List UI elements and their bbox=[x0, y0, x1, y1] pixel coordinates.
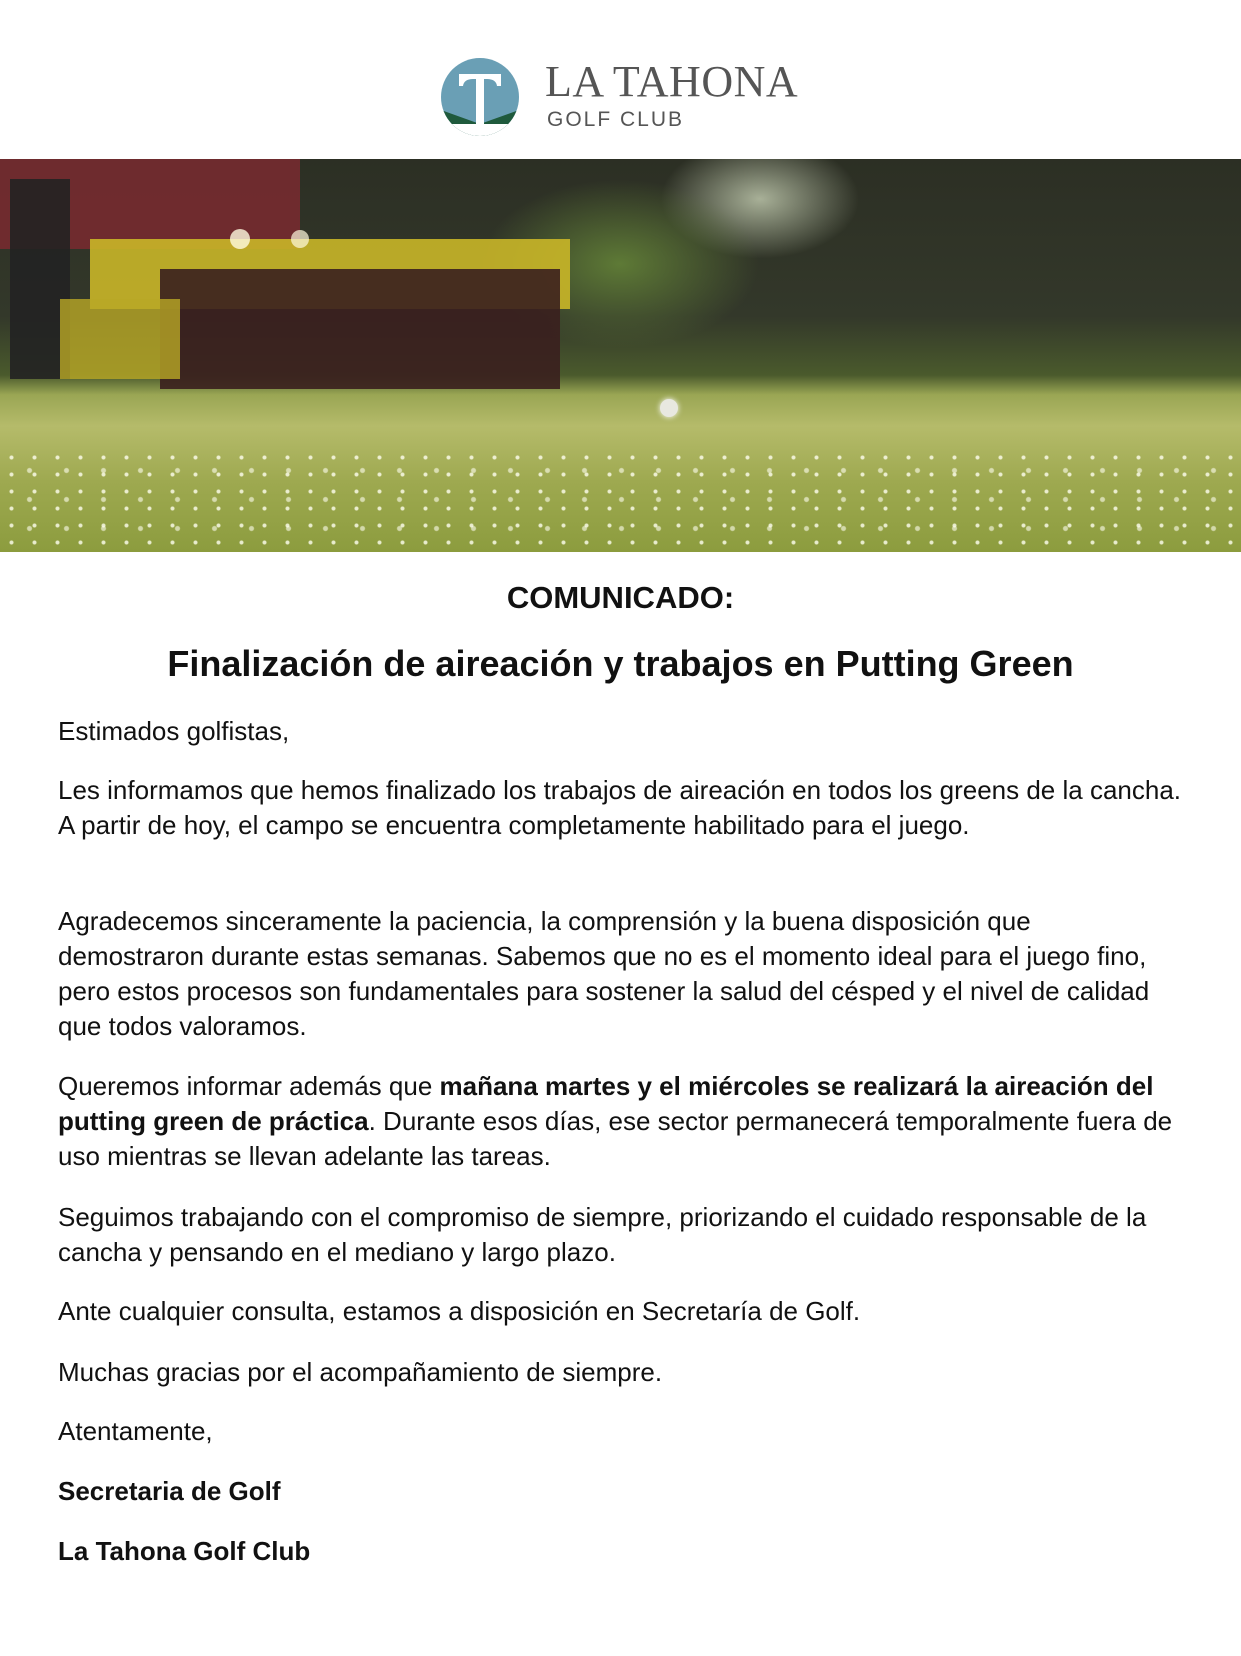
paragraph-6: Muchas gracias por el acompañamiento de siempre. bbox=[58, 1357, 663, 1387]
paragraph-1: Les informamos que hemos finalizado los trabajos de aireación en todos los greens de la cancha. A partir de hoy, el campo se encuentra completamente habilitado para el juego. bbox=[58, 775, 1182, 840]
paragraph-4: Seguimos trabajando con el compromiso de siempre, priorizando el cuidado responsable de la cancha y pensando en el mediano y largo plazo. bbox=[58, 1202, 1147, 1267]
paragraph-3-highlight: mañana martes y el miércoles se realizará la aireación del putting green de práctica bbox=[58, 1071, 1154, 1136]
logo-mark-icon bbox=[441, 58, 519, 136]
announcement-label: COMUNICADO: bbox=[506, 580, 735, 615]
greeting: Estimados golfistas, bbox=[58, 716, 290, 746]
signature-club: La Tahona Golf Club bbox=[58, 1536, 311, 1566]
announcement-title: Finalización de aireación y trabajos en Putting Green bbox=[167, 643, 1074, 684]
paragraph-3-end: . Durante esos días, ese sector permanecerá temporalmente fuera de uso mientras se llevan adelante las tareas. bbox=[58, 1106, 1173, 1171]
aerator-machine-icon bbox=[0, 159, 600, 389]
closing: Atentamente, bbox=[58, 1416, 213, 1446]
club-logo bbox=[441, 58, 801, 136]
paragraph-5: Ante cualquier consulta, estamos a disposición en Secretaría de Golf. bbox=[58, 1296, 861, 1326]
paragraph-3-start: Queremos informar además que bbox=[58, 1071, 440, 1101]
hero-image bbox=[0, 159, 1241, 552]
paragraph-3 bbox=[58, 1069, 1183, 1174]
logo-title: LA TAHONA bbox=[545, 57, 799, 106]
logo-subtitle: GOLF CLUB bbox=[547, 108, 685, 131]
golf-ball-icon bbox=[660, 399, 678, 417]
signature-department: Secretaria de Golf bbox=[58, 1476, 281, 1506]
paragraph-2: Agradecemos sinceramente la paciencia, la comprensión y la buena disposición que demostraron durante estas semanas. Sabemos que no es el momento ideal para el juego fino, pero estos procesos son fundamentales para sostener la salud del césped y el nivel de calidad que todos valoramos. bbox=[58, 906, 1150, 1041]
